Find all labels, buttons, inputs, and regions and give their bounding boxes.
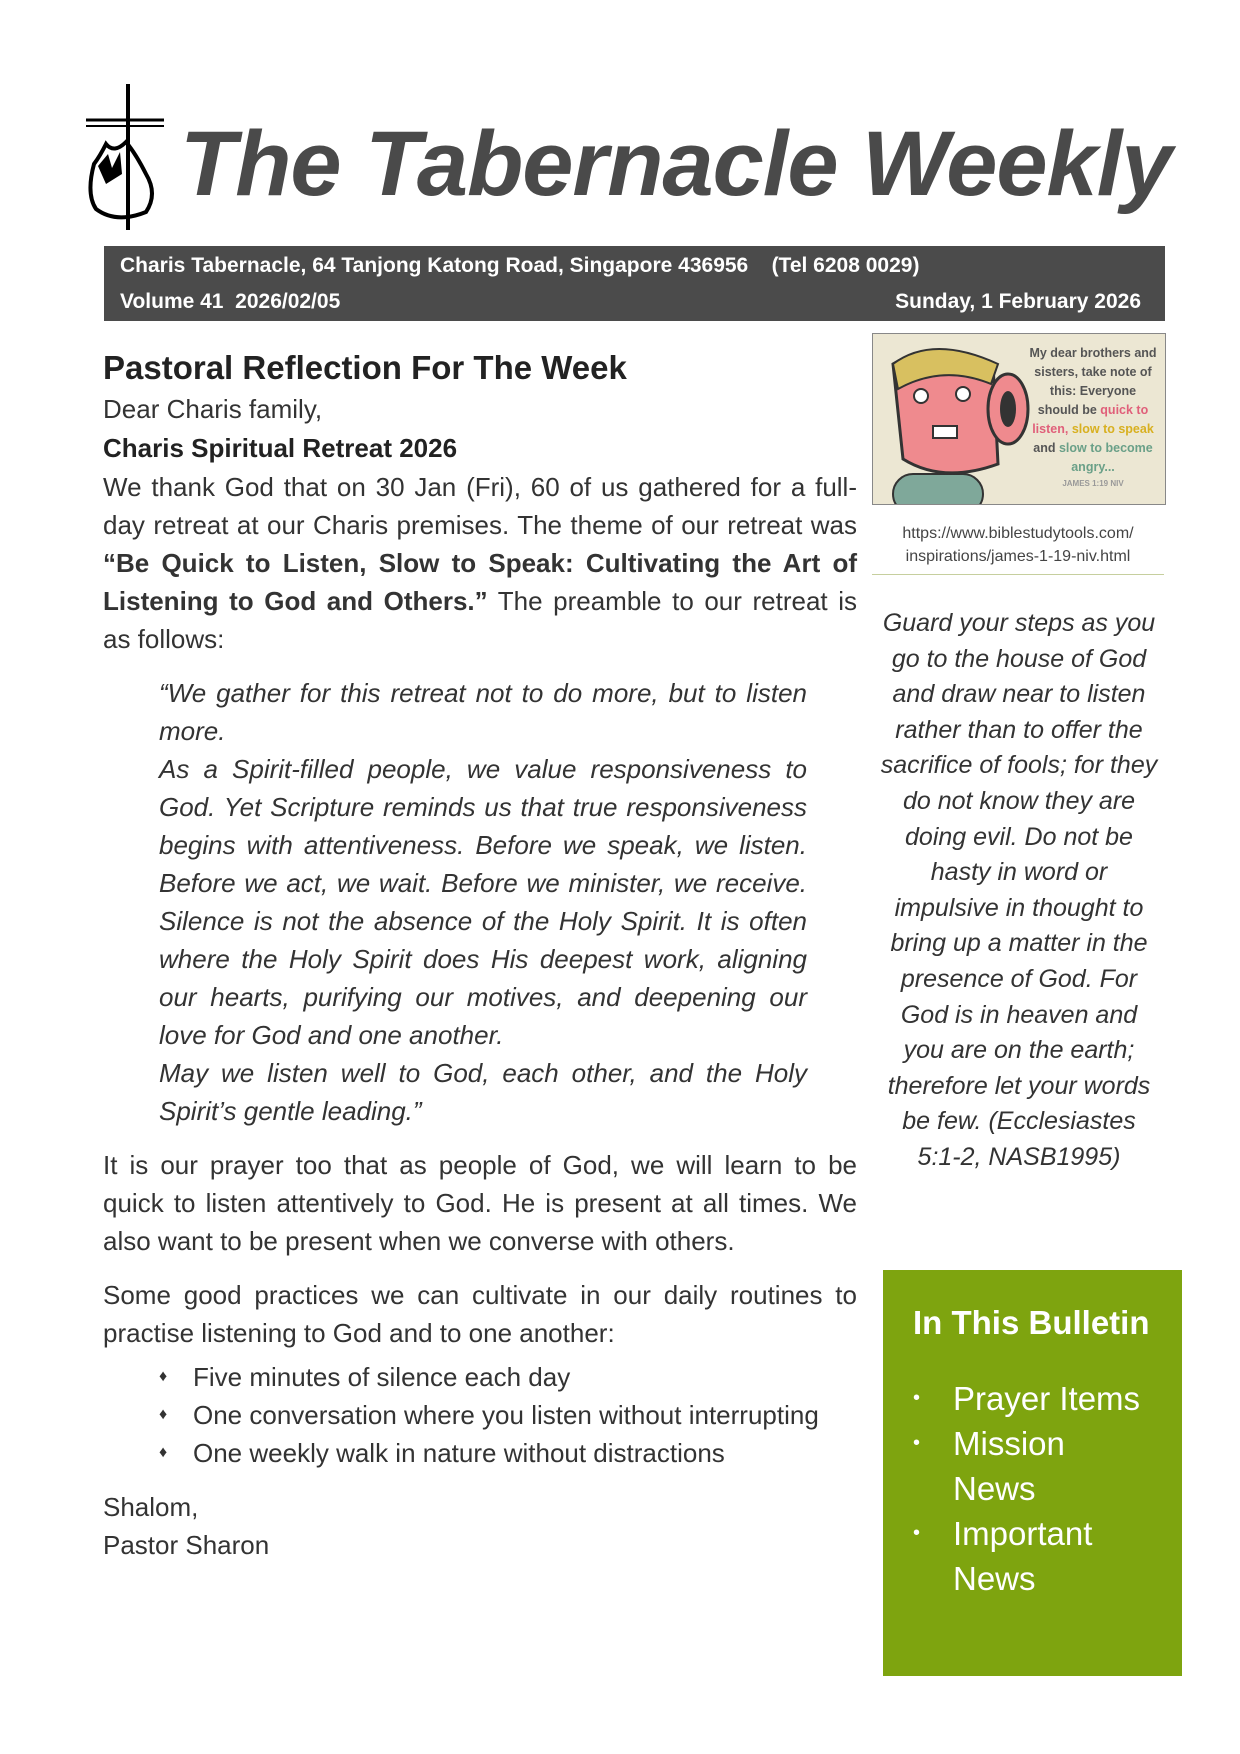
bulletin-item-important[interactable]: • Important News xyxy=(913,1511,1153,1601)
article-subheading: Charis Spiritual Retreat 2026 xyxy=(103,433,458,463)
bulletin-item-mission[interactable]: • Mission News xyxy=(913,1421,1153,1511)
paragraph-practices: Some good practices we can cultivate in our daily routines to practise listening to God and to one another: xyxy=(103,1280,857,1348)
preamble-quote xyxy=(159,674,807,1130)
intro-text: We thank God that on 30 Jan (Fri), 60 of us gathered for a full-day retreat at our Charis premises. The theme of our retreat was xyxy=(103,472,857,540)
image-text-ref: JAMES 1:19 NIV xyxy=(1062,479,1124,488)
paragraph-prayer: It is our prayer too that as people of God, we will learn to be quick to listen attentively to God. He is present at all times. We also want to be present when we converse with others. xyxy=(103,1150,857,1256)
church-address: Charis Tabernacle, 64 Tanjong Katong Road, Singapore 436956 (Tel 6208 0029) xyxy=(120,254,920,277)
image-text-quick: quick to listen, xyxy=(1032,403,1149,436)
signature: Pastor Sharon xyxy=(103,1530,270,1560)
newsletter-title: The Tabernacle Weekly xyxy=(180,113,1172,215)
info-banner xyxy=(104,246,1165,321)
retreat-theme: “Be Quick to Listen, Slow to Speak: Cultivating the Art of Listening to God and Others.” xyxy=(103,548,857,616)
list-item: ♦ One conversation where you listen without interrupting xyxy=(159,1396,857,1434)
image-text: My dear brothers and sisters, take note of this: Everyone should be xyxy=(1029,346,1157,417)
james-illustration xyxy=(872,333,1166,505)
quote-line: “We gather for this retreat not to do more, but to listen more. xyxy=(159,678,807,746)
listening-man-icon xyxy=(873,334,1033,504)
practices-list xyxy=(103,1358,857,1472)
quote-line: May we listen well to God, each other, and the Holy Spirit’s gentle leading.” xyxy=(159,1058,807,1126)
image-text-slow-angry: slow to become angry... xyxy=(1058,441,1153,474)
ecclesiastes-verse: Guard your steps as you go to the house of God and draw near to listen rather than to offer the sacrifice of fools; for they do not know they are doing evil. Do not be hasty in word or impulsive in thought to bring up a matter in the presence of God. For God is in heaven and you are on the earth; therefore let your words be few. (Ecclesiastes 5:1-2, NASB1995) xyxy=(880,609,1158,1171)
image-text-and: and xyxy=(1033,441,1056,455)
image-verse-text xyxy=(1029,344,1157,491)
article-heading: Pastoral Reflection For The Week xyxy=(103,349,627,386)
cross-flame-logo-icon xyxy=(86,84,166,230)
issue-date: Sunday, 1 February 2026 xyxy=(895,290,1141,313)
quote-line: As a Spirit-filled people, we value responsiveness to God. Yet Scripture reminds us that true responsiveness begins with attentiveness. Before we speak, we listen. Before we act, we wait. Before we minister, we receive. Silence is not the absence of the Holy Spirit. It is often where the Holy Spirit does His deepest work, aligning our hearts, purifying our motives, and deepening our love for God and one another. xyxy=(159,754,807,1050)
image-source-link[interactable]: https://www.biblestudytools.com/ inspirations/james-1-19-niv.html xyxy=(872,522,1164,575)
bulletin-item-prayer[interactable]: • Prayer Items xyxy=(913,1376,1153,1421)
in-this-bulletin-box xyxy=(883,1270,1182,1676)
list-item: ♦ Five minutes of silence each day xyxy=(159,1358,857,1396)
closing: Shalom, xyxy=(103,1492,199,1522)
list-item: ♦ One weekly walk in nature without distractions xyxy=(159,1434,857,1472)
bulletin-title: In This Bulletin xyxy=(913,1304,1150,1341)
volume-label: Volume 41 2026/02/05 xyxy=(120,290,341,313)
image-text-slow-speak: slow to speak xyxy=(1071,422,1154,436)
greeting: Dear Charis family, xyxy=(103,394,323,424)
pastoral-reflection xyxy=(103,346,857,1564)
bulletin-list xyxy=(883,1376,1182,1601)
paragraph-intro xyxy=(103,468,857,658)
intro-text-end: The preamble to our retreat is as follows: xyxy=(103,586,857,654)
